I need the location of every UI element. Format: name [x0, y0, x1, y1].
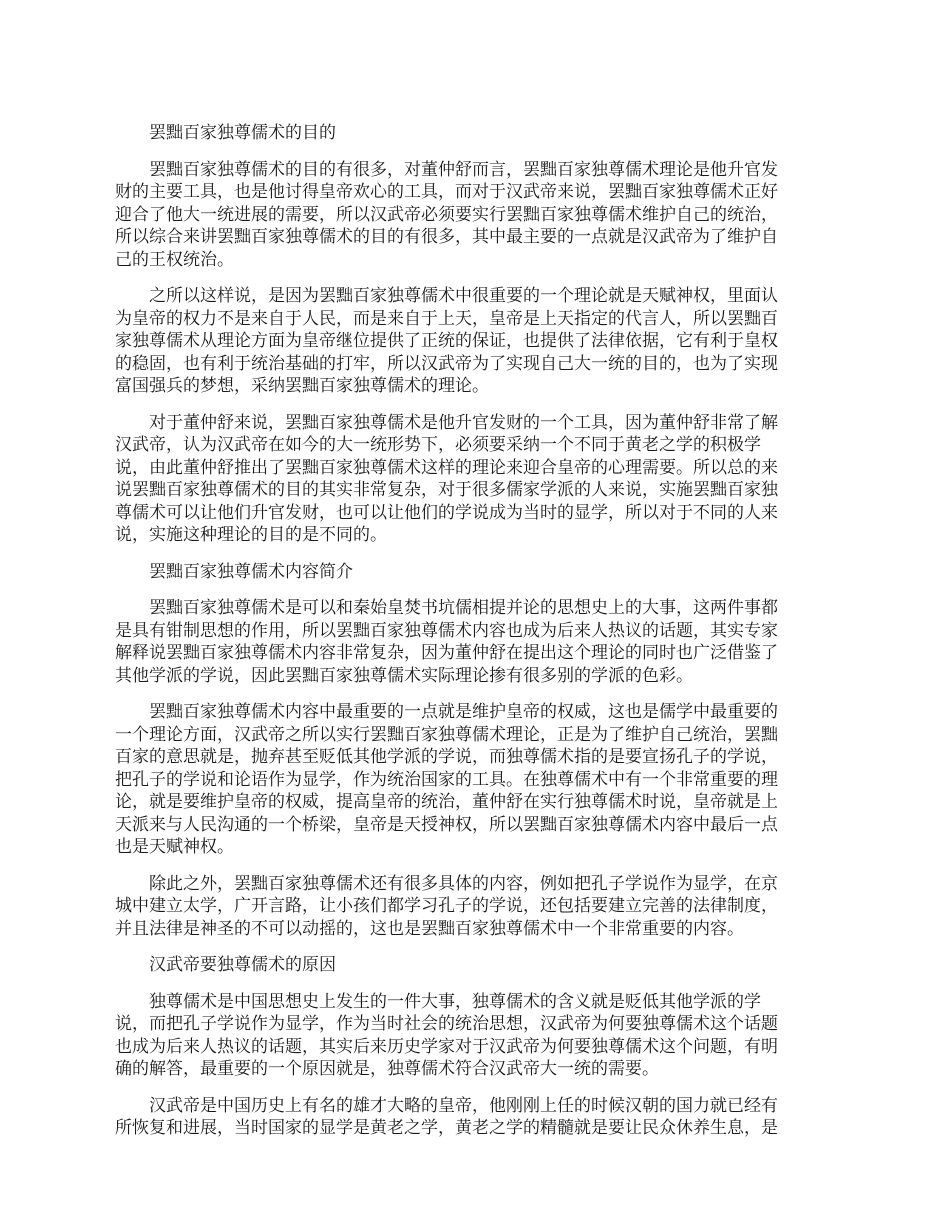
section-heading-purpose: 罢黜百家独尊儒术的目的: [149, 123, 336, 143]
paragraph: 汉武帝是中国历史上有名的雄才大略的皇帝，他刚刚上任的时候汉朝的国力就已经有 所恢复和进展，当时国家的显学是黄老之学，黄老之学的精髓就是要让民众休养生息，是: [115, 1095, 778, 1138]
paragraph: 之所以这样说，是因为罢黜百家独尊儒术中很重要的一个理论就是天赋神权，里面认 为皇帝的权力不是来自于人民，而是来自于上天，皇帝是上天指定的代言人，所以罢黜百 家独尊儒术从理论方面为皇帝继位提供了正统的保证，也提供了法律依据，它有利于皇权 的稳固，也有利于统治基础的打牢，所以汉武帝为了实现自己大一统的目的，也为了实现 富国强兵的梦想，采纳罢黜百家独尊儒术的理论。: [115, 286, 778, 396]
section-heading-reasons: 汉武帝要独尊儒术的原因: [149, 955, 336, 975]
paragraph: 独尊儒术是中国思想史上发生的一件大事，独尊儒术的含义就是贬低其他学派的学 说，而把孔子学说作为显学，作为当时社会的统治思想，汉武帝为何要独尊儒术这个话题 也成为后来人热议的话题，其实后来历史学家对于汉武帝为何要独尊儒术这个问题，有明 确的解答，最重要的一个原因就是，独尊儒术符合汉武帝大一统的需要。: [115, 991, 778, 1079]
paragraph: 除此之外，罢黜百家独尊儒术还有很多具体的内容，例如把孔子学说作为显学，在京 城中建立太学，广开言路，让小孩们都学习孔子的学说，还包括要建立完善的法律制度， 并且法律是神圣的不可以动摇的，这也是罢黜百家独尊儒术中一个非常重要的内容。: [115, 873, 778, 939]
section-heading-content: 罢黜百家独尊儒术内容简介: [149, 561, 353, 582]
document-body: [115, 122, 837, 1154]
paragraph: 罢黜百家独尊儒术是可以和秦始皇焚书坑儒相提并论的思想史上的大事，这两件事都 是具有钳制思想的作用，所以罢黜百家独尊儒术内容也成为后来人热议的话题，其实专家 解释说罢黜百家独尊儒术内容非常复杂，因为董仲舒在提出这个理论的同时也广泛借鉴了 其他学派的学说，因此罢黜百家独尊儒术实际理论掺有很多别的学派的色彩。: [115, 598, 778, 686]
paragraph: 罢黜百家独尊儒术内容中最重要的一点就是维护皇帝的权威，这也是儒学中最重要的 一个理论方面，汉武帝之所以实行罢黜百家独尊儒术理论，正是为了维护自己统治，罢黜 百家的意思就是，抛弃甚至贬低其他学派的学说，而独尊儒术指的是要宣扬孔子的学说， 把孔子的学说和论语作为显学，作为统治国家的工具。在独尊儒术中有一个非常重要的理 论，就是要维护皇帝的权威，提高皇帝的统治，董仲舒在实行独尊儒术时说，皇帝就是上 天派来与人民沟通的一个桥梁，皇帝是天授神权，所以罢黜百家独尊儒术内容中最后一点 也是天赋神权。: [115, 702, 778, 857]
paragraph: 对于董仲舒来说，罢黜百家独尊儒术是他升官发财的一个工具，因为董仲舒非常了解 汉武帝，认为汉武帝在如今的大一统形势下，必须要采纳一个不同于黄老之学的积极学 说，由此董仲舒推出了罢黜百家独尊儒术这样的理论来迎合皇帝的心理需要。所以总的来 说罢黜百家独尊儒术的目的其实非常复杂，对于很多儒家学派的人来说，实施罢黜百家独 尊儒术可以让他们升官发财，也可以让他们的学说成为当时的显学，所以对于不同的人来 说，实施这种理论的目的是不同的。: [115, 412, 778, 545]
paragraph: 罢黜百家独尊儒术的目的有很多，对董仲舒而言，罢黜百家独尊儒术理论是他升官发 财的主要工具，也是他讨得皇帝欢心的工具，而对于汉武帝来说，罢黜百家独尊儒术正好 迎合了他大一统进展的需要，所以汉武帝必须要实行罢黜百家独尊儒术维护自己的统治， 所以综合来讲罢黜百家独尊儒术的目的有很多，其中最主要的一点就是汉武帝为了维护自 己的王权统治。: [115, 159, 778, 270]
